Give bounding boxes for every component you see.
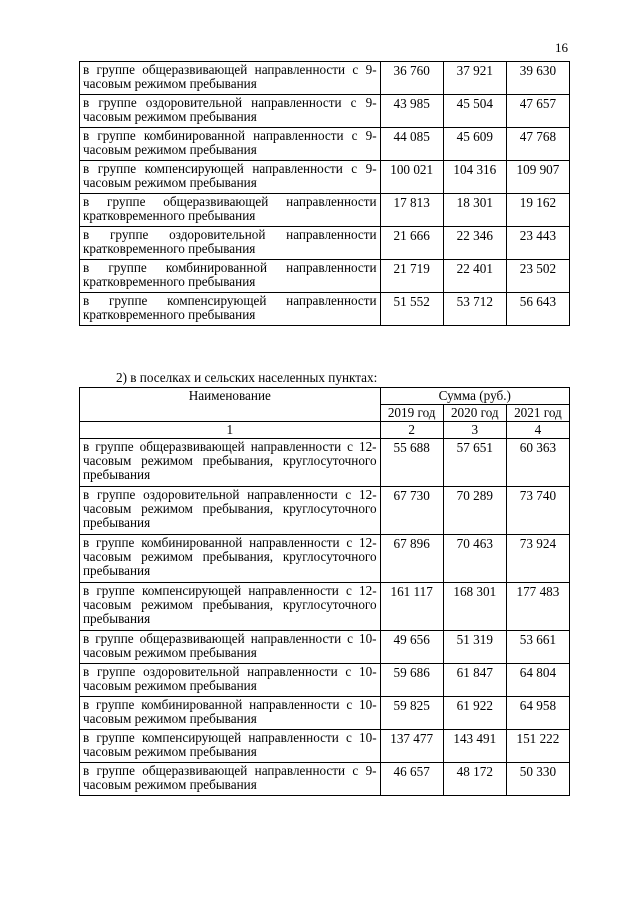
col-number-2: 2	[380, 422, 443, 439]
row-name: в группе общеразвивающей направленности с 9-часовым режимом пребывания	[80, 763, 381, 796]
row-name: в группе оздоровительной направленности с 12-часовым режимом пребывания, круглосуточного пребывания	[80, 487, 381, 535]
value-2021: 53 661	[506, 631, 569, 664]
row-name: в группе общеразвивающей направленности с 9-часовым режимом пребывания	[80, 62, 381, 95]
table-row	[80, 631, 570, 664]
value-2021: 23 443	[506, 227, 569, 260]
value-2019: 21 666	[380, 227, 443, 260]
row-name: в группе общеразвивающей направленности с 12-часовым режимом пребывания, круглосуточного пребывания	[80, 439, 381, 487]
table-row	[80, 664, 570, 697]
value-2019: 161 117	[380, 583, 443, 631]
page-number: 16	[555, 40, 568, 55]
value-2021: 151 222	[506, 730, 569, 763]
row-name: в группе оздоровительной направленности кратковременного пребывания	[80, 227, 381, 260]
tariff-table-rural	[79, 387, 570, 796]
value-2021: 177 483	[506, 583, 569, 631]
value-2021: 23 502	[506, 260, 569, 293]
row-name: в группе комбинированной направленности с 12-часовым режимом пребывания, круглосуточного пребывания	[80, 535, 381, 583]
table-row	[80, 763, 570, 796]
row-name: в группе комбинированной направленности с 9-часовым режимом пребывания	[80, 128, 381, 161]
table-row	[80, 227, 570, 260]
table-row	[80, 95, 570, 128]
header-sum: Сумма (руб.)	[380, 388, 569, 405]
value-2020: 61 847	[443, 664, 506, 697]
header-name: Наименование	[80, 388, 381, 422]
table-row	[80, 128, 570, 161]
row-name: в группе компенсирующей направленности с 12-часовым режимом пребывания, круглосуточного пребывания	[80, 583, 381, 631]
table-row	[80, 439, 570, 487]
value-2021: 73 924	[506, 535, 569, 583]
value-2019: 51 552	[380, 293, 443, 326]
value-2019: 55 688	[380, 439, 443, 487]
value-2020: 70 463	[443, 535, 506, 583]
value-2020: 18 301	[443, 194, 506, 227]
table-row	[80, 697, 570, 730]
row-name: в группе оздоровительной направленности с 9-часовым режимом пребывания	[80, 95, 381, 128]
value-2019: 46 657	[380, 763, 443, 796]
value-2019: 59 686	[380, 664, 443, 697]
value-2021: 47 768	[506, 128, 569, 161]
value-2021: 60 363	[506, 439, 569, 487]
value-2021: 39 630	[506, 62, 569, 95]
table-row	[80, 487, 570, 535]
value-2021: 19 162	[506, 194, 569, 227]
row-name: в группе общеразвивающей направленности с 10-часовым режимом пребывания	[80, 631, 381, 664]
value-2019: 17 813	[380, 194, 443, 227]
header-year-2020: 2020 год	[443, 405, 506, 422]
table-row	[80, 730, 570, 763]
row-name: в группе компенсирующей направленности с 10-часовым режимом пребывания	[80, 730, 381, 763]
row-name: в группе компенсирующей направленности с 9-часовым режимом пребывания	[80, 161, 381, 194]
value-2020: 48 172	[443, 763, 506, 796]
value-2020: 51 319	[443, 631, 506, 664]
row-name: в группе оздоровительной направленности с 10-часовым режимом пребывания	[80, 664, 381, 697]
col-number-4: 4	[506, 422, 569, 439]
value-2019: 67 730	[380, 487, 443, 535]
value-2019: 43 985	[380, 95, 443, 128]
value-2020: 104 316	[443, 161, 506, 194]
value-2020: 37 921	[443, 62, 506, 95]
value-2021: 56 643	[506, 293, 569, 326]
value-2020: 57 651	[443, 439, 506, 487]
value-2019: 21 719	[380, 260, 443, 293]
value-2021: 64 958	[506, 697, 569, 730]
value-2019: 59 825	[380, 697, 443, 730]
value-2019: 137 477	[380, 730, 443, 763]
row-name: в группе комбинированной направленности с 10-часовым режимом пребывания	[80, 697, 381, 730]
value-2020: 53 712	[443, 293, 506, 326]
col-number-1: 1	[80, 422, 381, 439]
header-year-2021: 2021 год	[506, 405, 569, 422]
row-name: в группе общеразвивающей направленности кратковременного пребывания	[80, 194, 381, 227]
value-2020: 45 609	[443, 128, 506, 161]
section-subheading: 2) в поселках и сельских населенных пунктах:	[116, 370, 378, 385]
value-2019: 36 760	[380, 62, 443, 95]
table-row	[80, 293, 570, 326]
table-row	[80, 260, 570, 293]
table-row	[80, 194, 570, 227]
table-row	[80, 161, 570, 194]
table-row	[80, 583, 570, 631]
value-2020: 143 491	[443, 730, 506, 763]
table-row	[80, 535, 570, 583]
value-2020: 22 346	[443, 227, 506, 260]
value-2020: 70 289	[443, 487, 506, 535]
value-2020: 22 401	[443, 260, 506, 293]
table-row	[80, 62, 570, 95]
value-2020: 168 301	[443, 583, 506, 631]
value-2020: 61 922	[443, 697, 506, 730]
value-2020: 45 504	[443, 95, 506, 128]
value-2021: 73 740	[506, 487, 569, 535]
value-2021: 109 907	[506, 161, 569, 194]
tariff-table-continued	[79, 61, 570, 326]
header-year-2019: 2019 год	[380, 405, 443, 422]
value-2021: 50 330	[506, 763, 569, 796]
value-2019: 44 085	[380, 128, 443, 161]
col-number-3: 3	[443, 422, 506, 439]
value-2021: 47 657	[506, 95, 569, 128]
row-name: в группе компенсирующей направленности кратковременного пребывания	[80, 293, 381, 326]
value-2019: 67 896	[380, 535, 443, 583]
value-2021: 64 804	[506, 664, 569, 697]
value-2019: 49 656	[380, 631, 443, 664]
value-2019: 100 021	[380, 161, 443, 194]
row-name: в группе комбинированной направленности кратковременного пребывания	[80, 260, 381, 293]
